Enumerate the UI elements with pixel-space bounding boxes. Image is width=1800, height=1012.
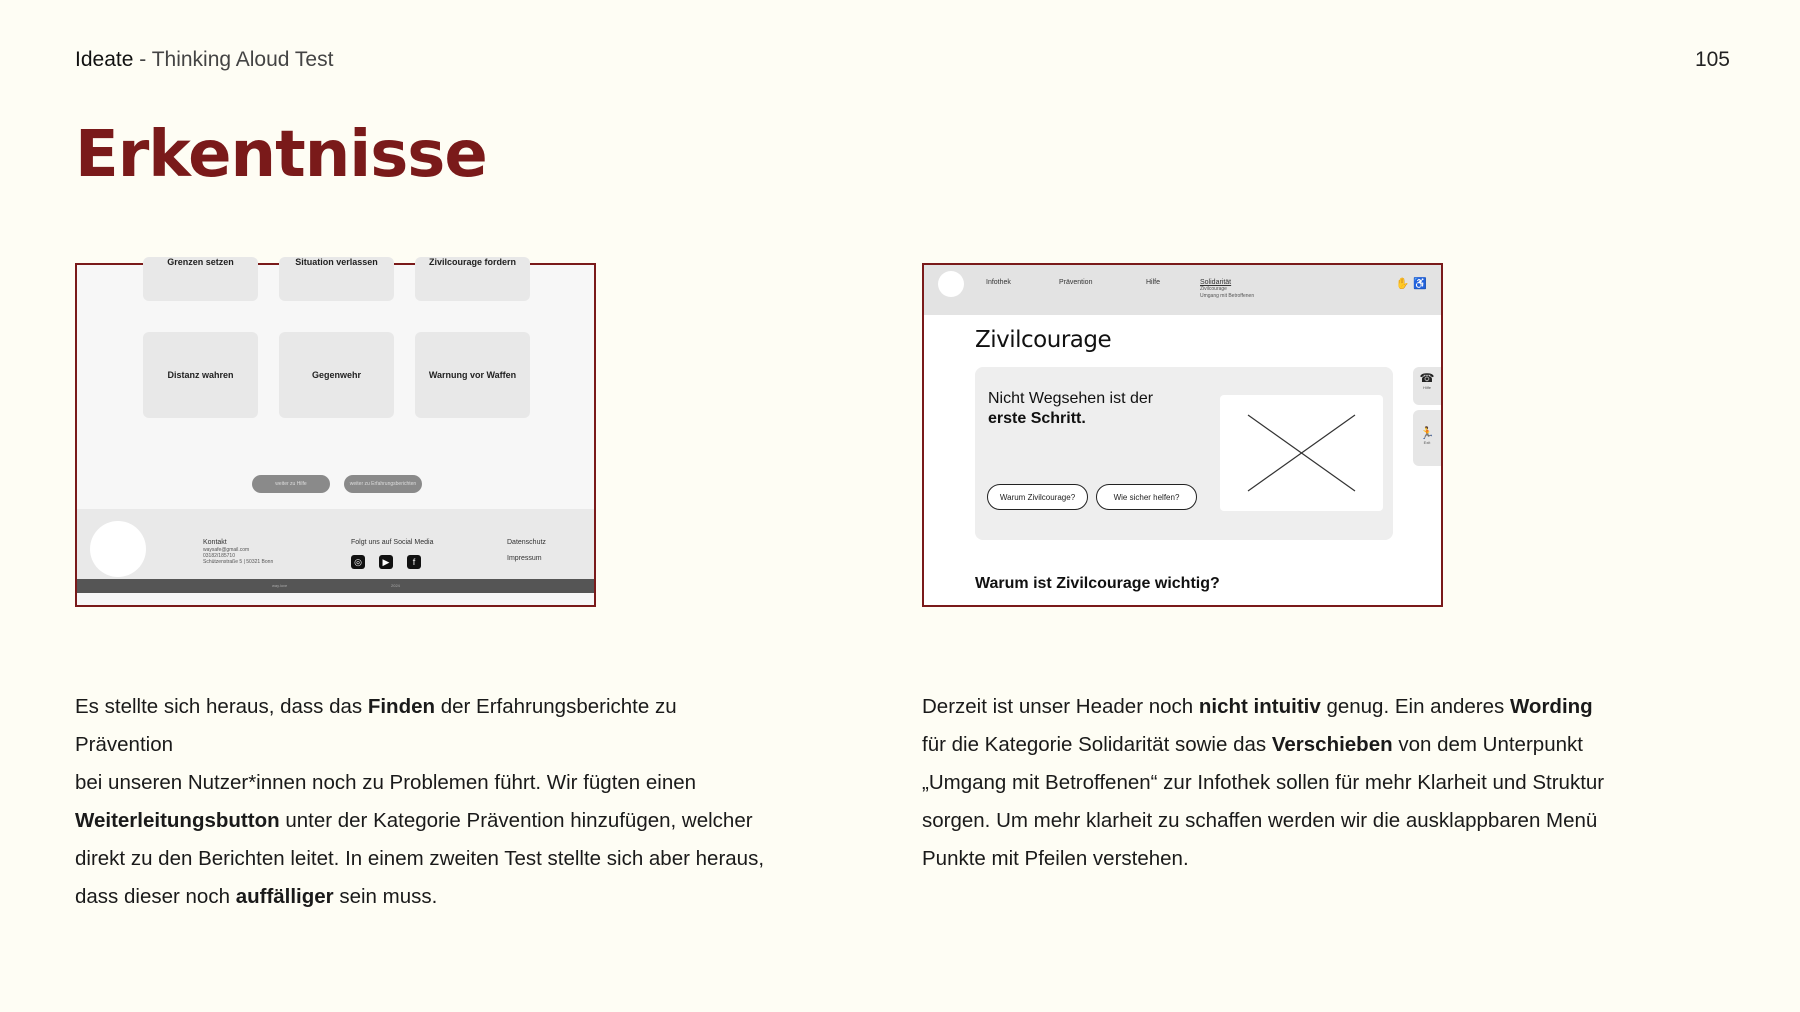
tile-warnung-vor-waffen: Warnung vor Waffen xyxy=(415,332,530,418)
t1-seg2: der Erfahrungsberichte zu Prävention xyxy=(75,695,677,756)
header-separator: - xyxy=(133,48,152,71)
nav-praevention: Prävention xyxy=(1059,279,1093,286)
nav-sub-zivilcourage: Zivilcourage xyxy=(1200,286,1227,292)
t1-seg9: sein muss. xyxy=(333,885,438,908)
facebook-icon: f xyxy=(407,555,421,569)
phone-icon: ☎ xyxy=(1419,371,1435,385)
wie-helfen-button: Wie sicher helfen? xyxy=(1096,484,1197,510)
t2-seg0: Derzeit ist unser Header noch xyxy=(922,695,1199,718)
card-line-1: Nicht Wegsehen ist der xyxy=(988,390,1154,407)
t1-weiterleitungsbutton: Weiterleitungsbutton xyxy=(75,809,280,832)
page-number: 105 xyxy=(1694,48,1730,71)
t2-wording: Wording xyxy=(1509,695,1593,718)
side-tab-hilfe-label: Hilfe xyxy=(1422,385,1431,390)
nav-solidaritaet xyxy=(1200,279,1254,300)
t1-seg0: Es stellte sich heraus, dass das xyxy=(75,695,368,718)
tile-zivilcourage-fordern: Zivilcourage fordern xyxy=(415,257,530,301)
page-title: Erkentnisse xyxy=(75,118,487,192)
t2-seg8: sorgen. Um mehr klarheit zu schaffen werden wir die ausklappbaren Menü xyxy=(922,809,1598,832)
card-line-2: erste Schritt. xyxy=(988,410,1086,427)
t1-seg6: direkt zu den Berichten leitet. In einem zweiten Test stellte sich aber heraus, xyxy=(75,847,765,870)
t2-seg4: für die Kategorie Solidarität sowie das xyxy=(922,733,1272,756)
nav-icons xyxy=(1396,277,1431,290)
insight-text-2 xyxy=(922,688,1642,878)
weiter-hilfe-pill: weiter zu Hilfe xyxy=(252,475,330,493)
t2-seg9: Punkte mit Pfeilen verstehen. xyxy=(922,847,1189,870)
footer-logo xyxy=(90,521,146,577)
t1-seg3: bei unseren Nutzer*innen noch zu Problemen führt. Wir fügten einen xyxy=(75,771,697,794)
section-name: Ideate xyxy=(75,48,134,71)
page-header xyxy=(75,48,1730,72)
image-placeholder xyxy=(1220,395,1383,511)
insight-text-1 xyxy=(75,688,775,916)
t1-finden: Finden xyxy=(367,695,436,718)
footer-social-label: Folgt uns auf Social Media xyxy=(351,539,434,546)
nav-logo xyxy=(938,271,964,297)
t2-seg6: von dem Unterpunkt xyxy=(1392,733,1583,756)
footer-contact-label: Kontakt xyxy=(203,539,227,546)
side-tab-hilfe xyxy=(1413,367,1441,405)
side-tab-exit xyxy=(1413,410,1441,466)
t1-seg5: unter der Kategorie Prävention hinzufügen, welcher xyxy=(279,809,753,832)
wireframe-nav xyxy=(924,265,1441,315)
t2-seg7: „Umgang mit Betroffenen“ zur Infothek sollen für mehr Klarheit und Struktur xyxy=(922,771,1605,794)
footer-datenschutz: Datenschutz xyxy=(507,539,546,546)
nav-sub-umgang: Umgang mit Betroffenen xyxy=(1200,293,1255,299)
running-person-icon: 🏃 xyxy=(1419,426,1435,440)
t2-seg2: genug. Ein anderes xyxy=(1320,695,1510,718)
t2-verschieben: Verschieben xyxy=(1271,733,1393,756)
accessibility-icon: ♿ xyxy=(1413,278,1431,290)
warum-button: Warum Zivilcourage? xyxy=(987,484,1088,510)
side-tab-exit-label: Exit xyxy=(1423,440,1431,445)
section-subtitle: Thinking Aloud Test xyxy=(151,48,334,71)
footer-bar xyxy=(77,579,594,593)
tile-gegenwehr: Gegenwehr xyxy=(279,332,394,418)
wireframe-subheading: Warum ist Zivilcourage wichtig? xyxy=(975,575,1220,592)
nav-infothek: Infothek xyxy=(986,279,1011,286)
wireframe-screenshot-zivilcourage xyxy=(922,263,1443,607)
footer-bar-brand: way.love xyxy=(272,583,288,588)
youtube-icon: ▶ xyxy=(379,555,393,569)
footer-bar-year: 2024 xyxy=(391,583,400,588)
placeholder-x-icon xyxy=(1220,395,1383,511)
weiter-berichte-pill: weiter zu Erfahrungsberichten xyxy=(344,475,422,493)
wireframe-footer xyxy=(77,509,594,593)
instagram-icon: ◎ xyxy=(351,555,365,569)
hero-card xyxy=(975,367,1393,540)
footer-impressum: Impressum xyxy=(507,555,542,562)
footer-contact-phone: 03182/185710 xyxy=(203,553,235,559)
wireframe-screenshot-praevention xyxy=(75,257,596,607)
tile-distanz-wahren: Distanz wahren xyxy=(143,332,258,418)
hand-icon: ✋ xyxy=(1395,278,1414,290)
t1-seg7: dass dieser noch xyxy=(75,885,236,908)
tile-situation-verlassen: Situation verlassen xyxy=(279,257,394,301)
footer-contact-email: waysafe@gmail.com xyxy=(203,547,250,553)
t2-nicht-intuitiv: nicht intuitiv xyxy=(1198,695,1321,718)
nav-hilfe: Hilfe xyxy=(1146,279,1161,286)
tile-grenzen-setzen: Grenzen setzen xyxy=(143,257,258,301)
wireframe-title: Zivilcourage xyxy=(975,327,1112,353)
nav-solidaritaet-label: Solidarität xyxy=(1200,279,1232,286)
footer-contact-address: Schützenstraße 5 | 50321 Bonn xyxy=(203,559,274,565)
t1-auffaelliger: auffälliger xyxy=(235,885,334,908)
